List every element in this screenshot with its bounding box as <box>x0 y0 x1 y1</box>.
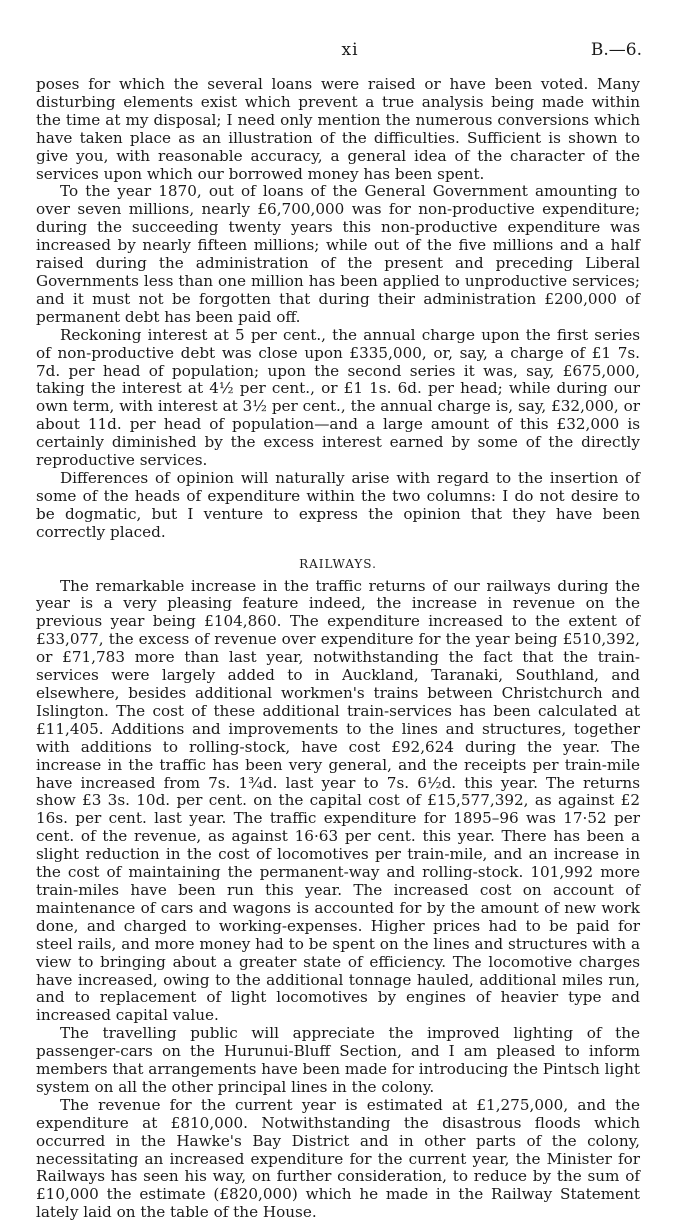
paragraph-interest-charges: Reckoning interest at 5 per cent., the annual charge upon the first series of non-productive debt was close upon £335,000, or, say, a charge of £1 7s. 7d. per head of population; upon the second series it was, say, £675,000, taking the interest at 4½ per cent., or £1 1s. 6d. per head; while during our own term, with interest at 3½ per cent., the annual charge is, say, £32,000, or about 11d. per head of population—and a large amount of this £32,000 is certainly diminished by the excess interest earned by some of the directly reproductive services. <box>36 325 640 470</box>
paragraph-loans-continued: poses for which the several loans were raised or have been voted. Many disturbing elements exist which prevent a true analysis being made within the time at my disposal; I need only mention the numerous conversions which have taken place as an illustration of the difficulties. Sufficient is shown to give you, with reasonable accuracy, a general idea of the character of the services upon which our borrowed money has been spent. <box>36 75 640 183</box>
document-reference: B.—6. <box>590 40 642 60</box>
section-heading-railways: RAILWAYS. <box>299 556 377 571</box>
paragraph-railway-traffic-returns: The remarkable increase in the traffic returns of our railways during the year is a very pleasing feature indeed, the increase in revenue on the previous year being £104,860. The expenditure increased to the extent of £33,077, the excess of revenue over expenditure for the year being £510,392, or £71,783 more than last year, notwithstanding the fact that the train-services were largely added to in Auckland, Taranaki, Southland, and elsewhere, besides additional workmen's trains between Christchurch and Islington. The cost of these additional train-services has been calculated at £11,405. Additions and improvements to the lines and structures, together with additions to rolling-stock, have cost £92,624 during the year. The increase in the traffic has been very general, and the receipts per train-mile have increased from 7s. 1¾d. last year to 7s. 6½d. this year. The returns show £3 3s. 10d. per cent. on the capital cost of £15,577,392, as against £2 16s. per cent. last year. The traffic expenditure for 1895–96 was 17·52 per cent. of the revenue, as against 16·63 per cent. this year. There has been a slight reduction in the cost of locomotives per train-mile, and an increase in the cost of maintaining the permanent-way and rolling-stock. 101,992 more train-miles have been run this year. The increased cost on account of maintenance of cars and wagons is accounted for by the amount of new work done, and charged to working-expenses. Higher prices had to be paid for steel rails, and more money had to be spent on the lines and structures with a view to bringing about a greater state of efficiency. The locomotive charges have increased, owing to the additional tonnage hauled, additional miles run, and to replacement of light locomotives by engines of heavier type and increased capital value. <box>36 576 640 1025</box>
page-number: xi <box>341 40 359 60</box>
paragraph-non-productive-expenditure: To the year 1870, out of loans of the General Government amounting to over seven millions, nearly £6,700,000 was for non-productive expenditure; during the succeeding twenty years this non-productive expenditure was increased by nearly fifteen millions; while out of the five millions and a half raised during the administration of the present and preceding Liberal Governments less than one million has been applied to unproductive services; and it must not be forgotten that during their administration £200,000 of permanent debt has been paid off. <box>36 182 640 326</box>
paragraph-revenue-estimate: The revenue for the current year is estimated at £1,275,000, and the expenditure at £810,000. Notwithstanding the disastrous floods which occurred in the Hawke's Bay District and in other parts of the colony, necessitating an increased expenditure for the current year, the Minister for Railways has seen his way, on further consideration, to reduce by the sum of £10,000 the estimate (£820,000) which he made in the Railway Statement lately laid on the table of the House. <box>36 1095 640 1222</box>
paragraph-passenger-lighting: The travelling public will appreciate the improved lighting of the passenger-cars on the Hurunui-Bluff Section, and I am pleased to inform members that arrangements have been made for introducing the Pintsch light system on all the other principal lines in the colony. <box>36 1024 640 1096</box>
body-text <box>36 76 640 1222</box>
paragraph-differences-of-opinion: Differences of opinion will naturally arise with regard to the insertion of some of the heads of expenditure within the two columns: I do not desire to be dogmatic, but I venture to express the opinion that they have been correctly placed. <box>36 468 640 541</box>
page-header <box>0 40 700 64</box>
